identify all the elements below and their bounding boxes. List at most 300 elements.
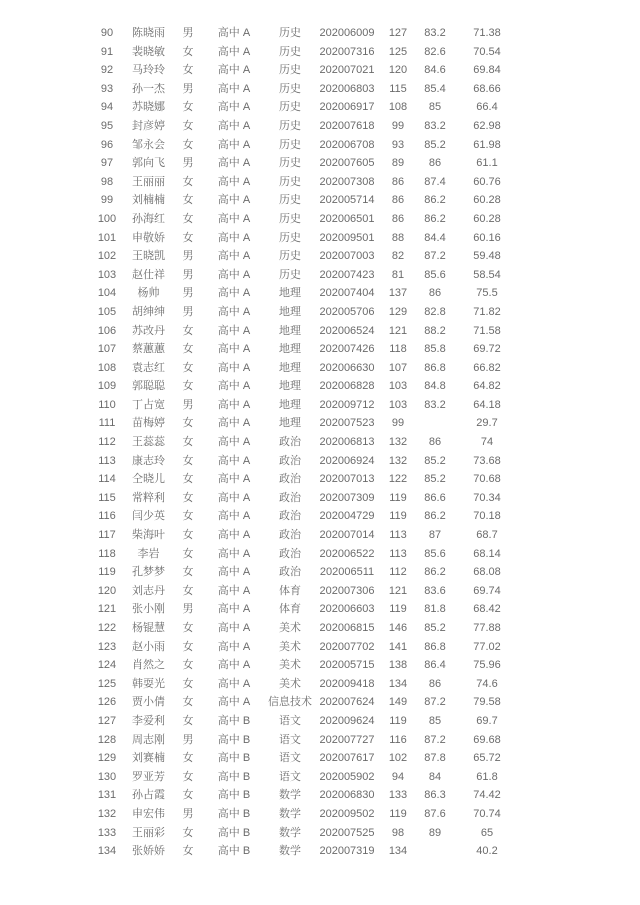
- cell-score1: 99: [391, 417, 405, 430]
- cell-exam-id: 202007617: [319, 752, 375, 765]
- cell-exam-id: 202006924: [319, 454, 375, 467]
- cell-score2: 83.2: [424, 119, 446, 132]
- cell-subject: 政治: [279, 473, 301, 486]
- cell-score1: 93: [391, 138, 405, 151]
- cell-row-number: 100: [97, 212, 117, 225]
- cell-name: 韩耍光: [132, 677, 165, 690]
- cell-gender: 女: [182, 436, 194, 449]
- cell-score1: 116: [389, 733, 407, 746]
- cell-exam-id: 202006813: [319, 436, 375, 449]
- cell-gender: 男: [182, 305, 194, 318]
- table-row: [90, 210, 521, 229]
- cell-name: 邹永会: [132, 138, 165, 151]
- cell-row-number: 119: [98, 566, 116, 579]
- cell-name: 袁志红: [132, 361, 165, 374]
- cell-score2: 85.2: [424, 454, 446, 467]
- cell-name: 李岩: [137, 547, 160, 560]
- cell-final-score: 71.82: [473, 305, 501, 318]
- cell-school: 高中 A: [217, 380, 251, 393]
- cell-name: 郭向飞: [132, 157, 165, 170]
- cell-gender: 女: [182, 101, 194, 114]
- cell-subject: 政治: [279, 436, 301, 449]
- cell-final-score: 74.6: [476, 677, 498, 690]
- cell-school: 高中 A: [217, 510, 251, 523]
- cell-gender: 女: [182, 417, 194, 430]
- cell-exam-id: 202009418: [319, 677, 375, 690]
- cell-score2: 84.6: [424, 64, 446, 77]
- cell-name: 王丽彩: [132, 826, 165, 839]
- cell-subject: 历史: [279, 101, 301, 114]
- cell-subject: 体育: [279, 603, 301, 616]
- cell-gender: 女: [182, 138, 194, 151]
- cell-name: 刘赛楠: [132, 752, 165, 765]
- cell-exam-id: 202006630: [319, 361, 375, 374]
- cell-row-number: 108: [97, 361, 117, 374]
- cell-school: 高中 A: [217, 696, 251, 709]
- cell-score2: 83.2: [424, 398, 446, 411]
- cell-final-score: 62.98: [473, 119, 501, 132]
- cell-name: 郭聪聪: [132, 380, 165, 393]
- cell-school: 高中 A: [217, 547, 251, 560]
- cell-school: 高中 B: [217, 733, 251, 746]
- cell-gender: 女: [182, 659, 194, 672]
- cell-score2: 85.6: [424, 547, 446, 560]
- table-row: [90, 526, 521, 545]
- cell-score1: 122: [388, 473, 408, 486]
- cell-score2: 86.3: [424, 789, 446, 802]
- cell-school: 高中 B: [217, 714, 251, 727]
- table-row: [90, 638, 521, 657]
- cell-final-score: 68.7: [476, 529, 498, 542]
- cell-subject: 历史: [279, 157, 301, 170]
- table-row: [90, 768, 521, 787]
- cell-name: 马玲玲: [132, 64, 165, 77]
- table-row: [90, 693, 521, 712]
- cell-row-number: 131: [97, 789, 117, 802]
- cell-score2: 85.2: [424, 138, 446, 151]
- cell-final-score: 69.68: [473, 733, 501, 746]
- table-row: [90, 619, 521, 638]
- cell-row-number: 97: [100, 157, 114, 170]
- cell-school: 高中 A: [217, 343, 251, 356]
- cell-name: 申敬娇: [132, 231, 165, 244]
- table-row: [90, 117, 521, 136]
- cell-school: 高中 A: [217, 584, 251, 597]
- cell-row-number: 113: [98, 454, 116, 467]
- cell-score1: 133: [388, 789, 408, 802]
- cell-gender: 女: [182, 473, 194, 486]
- cell-gender: 女: [182, 212, 194, 225]
- cell-score1: 86: [391, 175, 405, 188]
- cell-subject: 历史: [279, 212, 301, 225]
- cell-score1: 134: [388, 845, 408, 858]
- cell-score1: 127: [388, 27, 408, 39]
- cell-row-number: 117: [98, 529, 116, 542]
- cell-school: 高中 A: [217, 529, 251, 542]
- cell-final-score: 74.42: [473, 789, 501, 802]
- cell-final-score: 70.54: [473, 45, 501, 58]
- table-row: [90, 24, 521, 43]
- cell-name: 王丽丽: [132, 175, 165, 188]
- cell-exam-id: 202006501: [319, 212, 375, 225]
- cell-score2: 85.2: [424, 622, 446, 634]
- cell-gender: 女: [182, 845, 194, 858]
- cell-final-score: 66.82: [473, 361, 501, 374]
- cell-gender: 女: [182, 380, 194, 393]
- cell-name: 苏改丹: [132, 324, 165, 337]
- cell-score2: 87.2: [424, 696, 446, 709]
- cell-row-number: 110: [98, 398, 116, 411]
- cell-school: 高中 A: [217, 305, 251, 318]
- cell-score1: 115: [389, 82, 407, 95]
- table-row: [90, 805, 521, 824]
- cell-school: 高中 A: [217, 622, 251, 634]
- cell-name: 赵仕祥: [132, 268, 165, 281]
- cell-subject: 政治: [279, 454, 301, 467]
- cell-name: 苗梅婷: [132, 417, 165, 430]
- cell-exam-id: 202007021: [319, 64, 375, 77]
- cell-exam-id: 202005714: [319, 194, 375, 207]
- cell-score1: 121: [388, 584, 408, 597]
- cell-score1: 81: [391, 268, 405, 281]
- cell-exam-id: 202006830: [319, 789, 375, 802]
- cell-row-number: 107: [97, 343, 117, 356]
- cell-school: 高中 A: [217, 324, 251, 337]
- cell-gender: 男: [182, 82, 194, 95]
- cell-row-number: 90: [100, 27, 114, 39]
- table-row: [90, 340, 521, 359]
- cell-score2: 86.4: [424, 659, 446, 672]
- cell-score1: 138: [388, 659, 408, 672]
- table-row: [90, 563, 521, 582]
- cell-gender: 女: [182, 752, 194, 765]
- cell-row-number: 93: [100, 82, 114, 95]
- cell-score1: 94: [391, 770, 405, 783]
- cell-school: 高中 A: [217, 138, 251, 151]
- cell-name: 孙占霞: [132, 789, 165, 802]
- cell-score1: 121: [388, 324, 408, 337]
- cell-name: 常粹利: [132, 491, 165, 504]
- cell-score2: 85: [428, 714, 442, 727]
- cell-score2: 84.4: [424, 231, 446, 244]
- cell-row-number: 125: [97, 677, 117, 690]
- cell-final-score: 61.98: [473, 138, 501, 151]
- cell-gender: 男: [182, 157, 194, 170]
- cell-score1: 86: [391, 194, 405, 207]
- cell-school: 高中 A: [217, 157, 251, 170]
- cell-school: 高中 A: [217, 566, 251, 579]
- cell-subject: 地理: [279, 324, 301, 337]
- cell-subject: 地理: [279, 380, 301, 393]
- cell-score2: 85.4: [424, 82, 446, 95]
- cell-final-score: 58.54: [473, 268, 501, 281]
- cell-name: 陈晓雨: [132, 27, 165, 39]
- cell-gender: 女: [182, 175, 194, 188]
- cell-name: 仝晓儿: [132, 473, 165, 486]
- cell-row-number: 103: [97, 268, 117, 281]
- cell-score2: 87.4: [424, 175, 446, 188]
- cell-row-number: 118: [98, 547, 116, 560]
- cell-row-number: 114: [98, 473, 116, 486]
- table-row: [90, 377, 521, 396]
- cell-name: 周志刚: [132, 733, 165, 746]
- cell-exam-id: 202007308: [319, 175, 375, 188]
- cell-score2: 86: [428, 436, 442, 449]
- cell-final-score: 71.38: [473, 27, 501, 39]
- cell-gender: 女: [182, 789, 194, 802]
- cell-subject: 政治: [279, 529, 301, 542]
- cell-subject: 语文: [279, 714, 301, 727]
- cell-score1: 113: [389, 529, 407, 542]
- cell-gender: 男: [182, 603, 194, 616]
- cell-gender: 女: [182, 64, 194, 77]
- score-table-body: [90, 24, 521, 861]
- cell-score2: 86.6: [424, 491, 446, 504]
- table-row: [90, 452, 521, 471]
- cell-row-number: 116: [98, 510, 116, 523]
- cell-row-number: 98: [100, 175, 114, 188]
- cell-score2: 86: [428, 677, 442, 690]
- cell-final-score: 74: [480, 436, 494, 449]
- cell-exam-id: 202007014: [319, 529, 375, 542]
- cell-gender: 女: [182, 547, 194, 560]
- cell-final-score: 60.28: [473, 194, 501, 207]
- cell-name: 苏晓娜: [132, 101, 165, 114]
- cell-subject: 美术: [279, 677, 301, 690]
- cell-subject: 语文: [279, 770, 301, 783]
- cell-score2: 85.8: [424, 343, 446, 356]
- cell-score2: 85: [428, 101, 442, 114]
- table-row: [90, 600, 521, 619]
- cell-name: 刘志丹: [132, 584, 165, 597]
- cell-score1: 119: [389, 510, 407, 523]
- cell-name: 李爱利: [132, 714, 165, 727]
- cell-score1: 119: [389, 714, 407, 727]
- cell-exam-id: 202005715: [319, 659, 375, 672]
- cell-score1: 146: [388, 622, 408, 634]
- cell-subject: 语文: [279, 752, 301, 765]
- cell-school: 高中 A: [217, 287, 251, 300]
- cell-gender: 女: [182, 770, 194, 783]
- cell-score1: 82: [391, 250, 405, 263]
- cell-final-score: 60.16: [473, 231, 501, 244]
- cell-exam-id: 202004729: [319, 510, 375, 523]
- cell-subject: 数学: [279, 807, 301, 820]
- cell-exam-id: 202009502: [319, 807, 375, 820]
- cell-exam-id: 202009501: [319, 231, 375, 244]
- cell-score2: [417, 414, 453, 433]
- cell-score1: 86: [391, 212, 405, 225]
- table-row: [90, 582, 521, 601]
- cell-row-number: 111: [98, 417, 116, 430]
- cell-gender: 女: [182, 529, 194, 542]
- cell-subject: 美术: [279, 622, 301, 634]
- cell-subject: 体育: [279, 584, 301, 597]
- cell-final-score: 68.14: [473, 547, 501, 560]
- cell-score1: 141: [388, 640, 408, 653]
- cell-school: 高中 A: [217, 231, 251, 244]
- cell-final-score: 61.1: [476, 157, 498, 170]
- cell-school: 高中 A: [217, 436, 251, 449]
- cell-row-number: 104: [97, 287, 117, 300]
- table-row: [90, 507, 521, 526]
- cell-name: 孙海红: [132, 212, 165, 225]
- cell-name: 闫少英: [132, 510, 165, 523]
- cell-subject: 历史: [279, 194, 301, 207]
- cell-final-score: 79.58: [473, 696, 501, 709]
- cell-school: 高中 A: [217, 101, 251, 114]
- cell-row-number: 112: [98, 436, 116, 449]
- cell-row-number: 128: [97, 733, 117, 746]
- cell-name: 杨帅: [137, 287, 160, 300]
- cell-subject: 地理: [279, 343, 301, 356]
- cell-school: 高中 A: [217, 603, 251, 616]
- cell-final-score: 70.68: [473, 473, 501, 486]
- cell-final-score: 65: [480, 826, 494, 839]
- cell-name: 蔡蕙蕙: [132, 343, 165, 356]
- table-row: [90, 266, 521, 285]
- cell-school: 高中 A: [217, 640, 251, 653]
- cell-row-number: 132: [97, 807, 117, 820]
- cell-score2: 87.8: [424, 752, 446, 765]
- cell-gender: 女: [182, 343, 194, 356]
- score-table: [90, 24, 521, 861]
- cell-subject: 信息技术: [268, 696, 312, 709]
- cell-school: 高中 A: [217, 454, 251, 467]
- cell-exam-id: 202009624: [319, 714, 375, 727]
- cell-school: 高中 B: [217, 826, 251, 839]
- cell-score2: 82.8: [424, 305, 446, 318]
- cell-score1: 98: [391, 826, 405, 839]
- cell-final-score: 60.28: [473, 212, 501, 225]
- cell-score1: 118: [389, 343, 407, 356]
- cell-final-score: 69.7: [476, 714, 498, 727]
- cell-gender: 女: [182, 584, 194, 597]
- cell-score1: 119: [389, 603, 407, 616]
- cell-gender: 男: [182, 807, 194, 820]
- cell-school: 高中 A: [217, 473, 251, 486]
- cell-school: 高中 B: [217, 845, 251, 858]
- cell-score1: 103: [388, 398, 408, 411]
- cell-school: 高中 A: [217, 250, 251, 263]
- cell-exam-id: 202006803: [319, 82, 375, 95]
- cell-exam-id: 202007523: [319, 417, 375, 430]
- cell-row-number: 109: [97, 380, 117, 393]
- cell-final-score: 66.4: [476, 101, 498, 114]
- cell-final-score: 68.66: [473, 82, 501, 95]
- cell-name: 杨锟慧: [132, 622, 165, 634]
- cell-subject: 历史: [279, 268, 301, 281]
- cell-name: 康志玲: [132, 454, 165, 467]
- cell-exam-id: 202009712: [319, 398, 375, 411]
- cell-score2: 85.2: [424, 473, 446, 486]
- cell-final-score: 77.02: [473, 640, 501, 653]
- cell-final-score: 68.42: [473, 603, 501, 616]
- table-row: [90, 229, 521, 248]
- table-row: [90, 749, 521, 768]
- cell-final-score: 69.72: [473, 343, 501, 356]
- cell-score1: 132: [388, 454, 408, 467]
- cell-exam-id: 202007306: [319, 584, 375, 597]
- cell-row-number: 126: [97, 696, 117, 709]
- table-row: [90, 470, 521, 489]
- table-row: [90, 656, 521, 675]
- cell-gender: 男: [182, 287, 194, 300]
- table-row: [90, 191, 521, 210]
- table-row: [90, 173, 521, 192]
- cell-exam-id: 202007003: [319, 250, 375, 263]
- table-row: [90, 359, 521, 378]
- cell-exam-id: 202007618: [319, 119, 375, 132]
- cell-row-number: 95: [100, 119, 114, 132]
- cell-school: 高中 A: [217, 417, 251, 430]
- cell-subject: 政治: [279, 491, 301, 504]
- cell-subject: 政治: [279, 510, 301, 523]
- cell-gender: 女: [182, 491, 194, 504]
- cell-final-score: 40.2: [476, 845, 498, 858]
- cell-gender: 女: [182, 714, 194, 727]
- table-row: [90, 247, 521, 266]
- cell-score1: 134: [388, 677, 408, 690]
- cell-score1: 112: [389, 566, 407, 579]
- cell-gender: 女: [182, 324, 194, 337]
- cell-row-number: 133: [97, 826, 117, 839]
- cell-exam-id: 202006828: [319, 380, 375, 393]
- cell-score1: 137: [388, 287, 408, 300]
- cell-school: 高中 A: [217, 194, 251, 207]
- table-row: [90, 824, 521, 843]
- cell-score2: 87.2: [424, 733, 446, 746]
- cell-name: 胡绅绅: [132, 305, 165, 318]
- cell-exam-id: 202006815: [319, 622, 375, 634]
- cell-row-number: 129: [97, 752, 117, 765]
- cell-school: 高中 B: [217, 752, 251, 765]
- cell-row-number: 94: [100, 101, 114, 114]
- cell-score1: 149: [388, 696, 408, 709]
- table-row: [90, 284, 521, 303]
- table-row: [90, 712, 521, 731]
- cell-name: 赵小雨: [132, 640, 165, 653]
- cell-score1: 103: [388, 380, 408, 393]
- cell-school: 高中 A: [217, 119, 251, 132]
- cell-name: 刘楠楠: [132, 194, 165, 207]
- table-row: [90, 136, 521, 155]
- cell-score2: 86.8: [424, 640, 446, 653]
- cell-row-number: 122: [97, 622, 117, 634]
- cell-row-number: 120: [97, 584, 117, 597]
- cell-subject: 政治: [279, 566, 301, 579]
- cell-score2: 85.6: [424, 268, 446, 281]
- cell-gender: 男: [182, 268, 194, 281]
- cell-final-score: 69.74: [473, 584, 501, 597]
- cell-score1: 99: [391, 119, 405, 132]
- cell-final-score: 64.82: [473, 380, 501, 393]
- cell-final-score: 73.68: [473, 454, 501, 467]
- cell-exam-id: 202007727: [319, 733, 375, 746]
- cell-row-number: 106: [97, 324, 117, 337]
- cell-score2: 81.8: [424, 603, 446, 616]
- cell-name: 丁占宽: [132, 398, 165, 411]
- table-row: [90, 322, 521, 341]
- cell-gender: 女: [182, 566, 194, 579]
- cell-school: 高中 A: [217, 398, 251, 411]
- cell-final-score: 75.96: [473, 659, 501, 672]
- cell-subject: 地理: [279, 361, 301, 374]
- cell-row-number: 92: [100, 64, 114, 77]
- cell-row-number: 96: [100, 138, 114, 151]
- cell-gender: 男: [182, 733, 194, 746]
- cell-name: 王蕊蕊: [132, 436, 165, 449]
